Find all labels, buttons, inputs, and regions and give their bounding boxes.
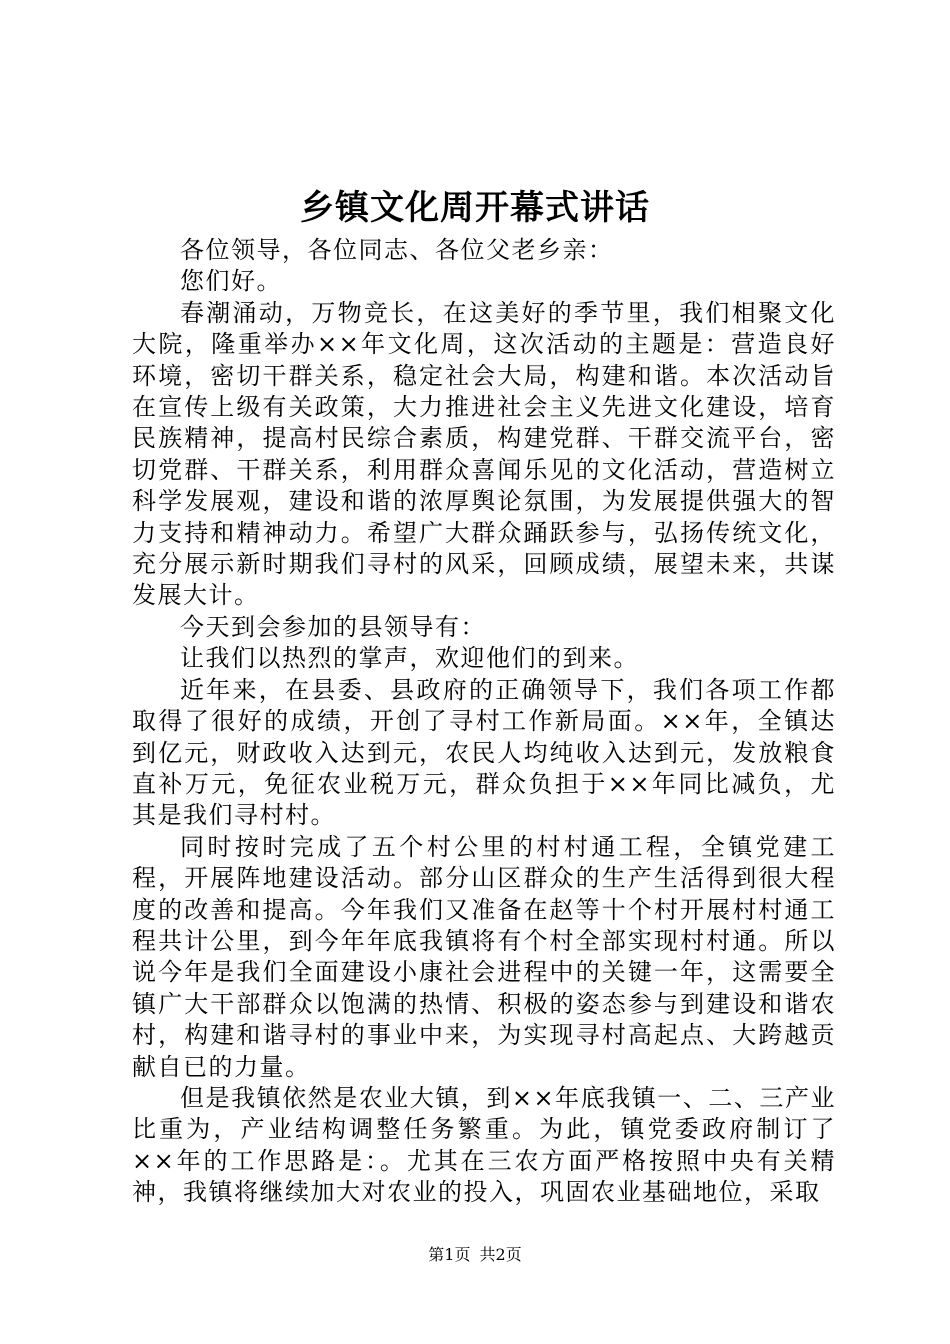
- page-footer: [0, 1245, 950, 1265]
- paragraph-hello: 您们好。: [180, 267, 282, 296]
- paragraph-opening: 春潮涌动，万物竞长，在这美好的季节里，我们相聚文化大院，隆重举办××年文化周，这次活动的主题是：营造良好环境，密切干群关系，稳定社会大局，构建和谐。本次活动旨在宣传上级有关政策，大力推进社会主义先进文化建设，培育民族精神，提高村民综合素质，构建党群、干群交流平台，密切党群、干群关系，利用群众喜闻乐见的文化活动，营造树立科学发展观，建设和谐的浓厚舆论氛围，为发展提供强大的智力支持和精神动力。希望广大群众踊跃参与，弘扬传统文化，充分展示新时期我们寻村的风采，回顾成绩，展望未来，共谋发展大计。: [132, 298, 836, 610]
- paragraph-leaders: 今天到会参加的县领导有：: [180, 612, 486, 641]
- page-number-current: 第1页: [428, 1245, 471, 1264]
- page-number-total: 共2页: [479, 1245, 522, 1264]
- paragraph-agriculture: 但是我镇依然是农业大镇，到××年底我镇一、二、三产业比重为，产业结构调整任务繁重。为此，镇党委政府制订了××年的工作思路是：。尤其在三农方面严格按照中央有关精神，我镇将继续加大对农业的投入，巩固农业基础地位，采取: [132, 1083, 836, 1207]
- paragraph-projects: 同时按时完成了五个村公里的村村通工程，全镇党建工程，开展阵地建设活动。部分山区群众的生产生活得到很大程度的改善和提高。今年我们又准备在赵等十个村开展村村通工程共计公里，到今年年底我镇将有个村全部实现村村通。所以说今年是我们全面建设小康社会进程中的关键一年，这需要全镇广大干部群众以饱满的热情、积极的姿态参与到建设和谐农村，构建和谐寻村的事业中来，为实现寻村高起点、大跨越贡献自已的力量。: [132, 832, 836, 1081]
- document-body: [132, 235, 836, 1209]
- paragraph-greeting: 各位领导，各位同志、各位父老乡亲：: [180, 236, 614, 264]
- document-title: 乡镇文化周开幕式讲话: [300, 188, 650, 228]
- paragraph-achievements: 近年来，在县委、县政府的正确领导下，我们各项工作都取得了很好的成绩，开创了寻村工作新局面。××年，全镇达到亿元，财政收入达到元，农民人均纯收入达到元，发放粮食直补万元，免征农业税万元，群众负担于××年同比减负，尤其是我们寻村村。: [132, 675, 836, 830]
- paragraph-applause: 让我们以热烈的掌声，欢迎他们的到来。: [180, 644, 639, 673]
